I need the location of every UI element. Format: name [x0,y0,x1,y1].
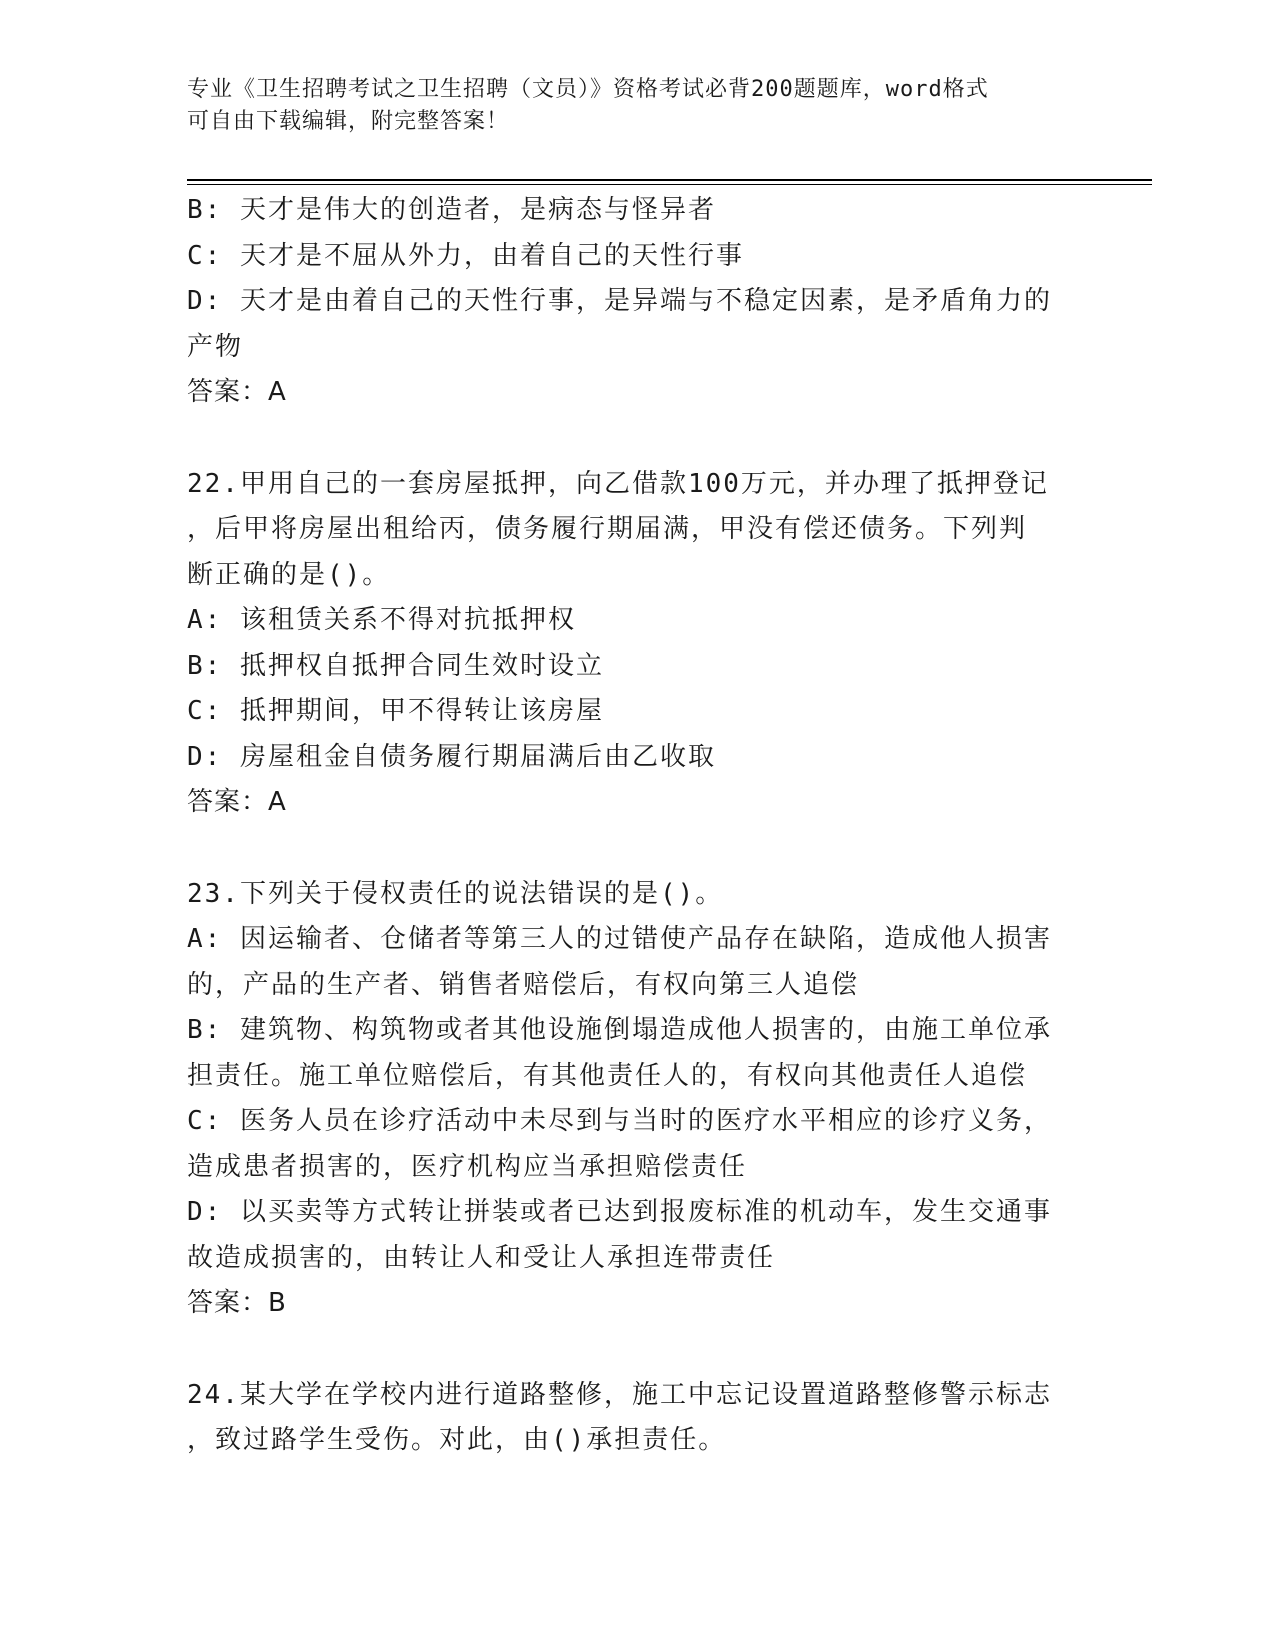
question-content [187,188,1087,1464]
header-title-line-1: 专业《卫生招聘考试之卫生招聘（文员）》资格考试必背200题题库，word格式 [187,77,989,102]
q23-option-d-line-2: 故造成损害的，由转让人和受让人承担连带责任 [187,1242,776,1273]
q23-option-b-line-2: 担责任。施工单位赔偿后，有其他责任人的，有权向其他责任人追偿 [187,1060,1028,1091]
q22-stem-line-3: 断正确的是()。 [187,559,391,590]
question-21-tail [187,188,1087,416]
q23-answer: 答案：B [187,1288,287,1318]
q23-option-d-line-1: D: 以买卖等方式转让拼装或者已达到报废标准的机动车，发生交通事 [187,1197,1052,1227]
q24-stem-line-1: 24.某大学在学校内进行道路整修，施工中忘记设置道路整修警示标志 [187,1379,1052,1410]
q23-option-b-line-1: B: 建筑物、构筑物或者其他设施倒塌造成他人损害的，由施工单位承 [187,1015,1052,1045]
q22-stem-line-1: 22.甲用自己的一套房屋抵押，向乙借款100万元，并办理了抵押登记 [187,468,1049,499]
q22-option-a: A: 该租赁关系不得对抗抵押权 [187,605,576,635]
q24-stem-line-2: ，致过路学生受伤。对此，由()承担责任。 [187,1425,727,1455]
q22-option-d: D: 房屋租金自债务履行期届满后由乙收取 [187,741,716,772]
spacer [187,1327,1087,1373]
q23-option-a-line-1: A: 因运输者、仓储者等第三人的过错使产品存在缺陷，造成他人损害 [187,924,1052,954]
q22-stem-line-2: ，后甲将房屋出租给丙，债务履行期届满，甲没有偿还债务。下列判 [187,514,1028,544]
header-title-line-2: 可自由下载编辑，附完整答案！ [187,109,510,134]
spacer [187,416,1087,462]
q22-option-b: B: 抵押权自抵押合同生效时设立 [187,650,604,681]
q21-option-b: B: 天才是伟大的创造者，是病态与怪异者 [187,195,716,225]
header-divider-thin [187,184,1152,185]
document-header [187,74,1067,138]
q22-option-c: C: 抵押期间，甲不得转让该房屋 [187,696,604,726]
q23-stem: 23.下列关于侵权责任的说法错误的是()。 [187,878,724,909]
q21-option-c: C: 天才是不屈从外力，由着自己的天性行事 [187,240,744,271]
header-divider-thick [187,179,1152,181]
q23-option-c-line-1: C: 医务人员在诊疗活动中未尽到与当时的医疗水平相应的诊疗义务， [187,1106,1052,1136]
q21-option-d-line-1: D: 天才是由着自己的天性行事，是异端与不稳定因素，是矛盾角力的 [187,286,1052,316]
q21-answer: 答案：A [187,377,287,407]
q23-option-a-line-2: 的，产品的生产者、销售者赔偿后，有权向第三人追偿 [187,969,860,1000]
question-23 [187,872,1087,1327]
q23-option-c-line-2: 造成患者损害的，医疗机构应当承担赔偿责任 [187,1151,748,1182]
spacer [187,826,1087,872]
q22-answer: 答案：A [187,787,287,817]
question-24 [187,1373,1087,1464]
question-22 [187,462,1087,826]
q21-option-d-line-2: 产物 [187,331,244,362]
